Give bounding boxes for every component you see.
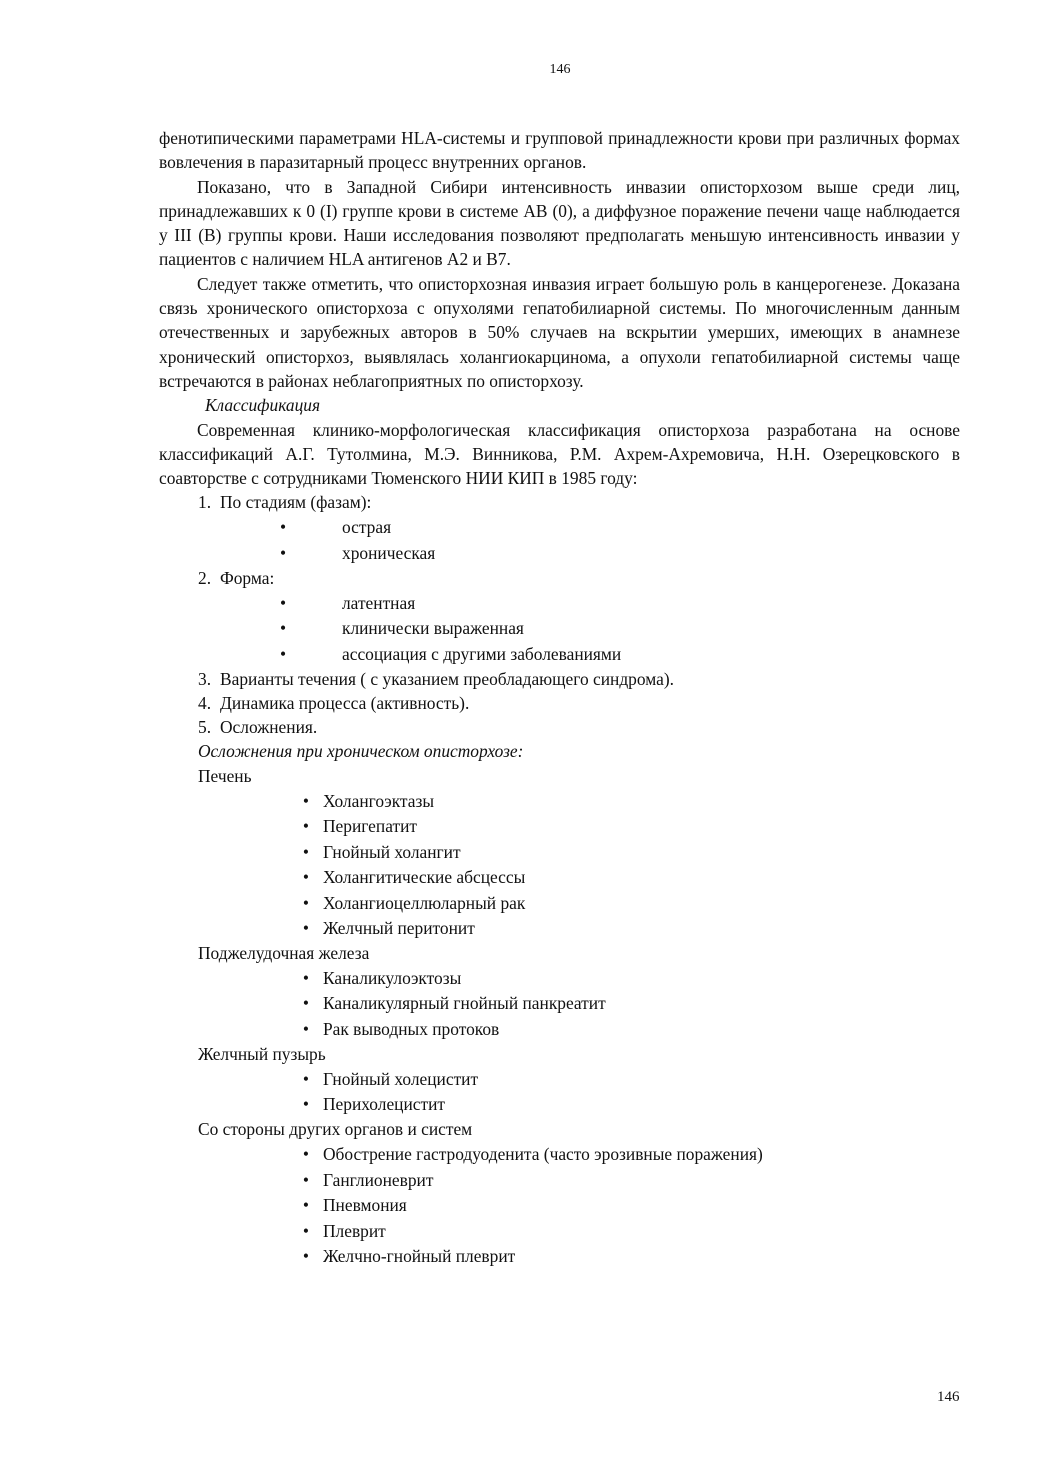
item-number: 5.	[198, 717, 212, 738]
list-item-text: Пневмония	[323, 1195, 407, 1216]
list-item	[159, 590, 960, 616]
item-label: Форма:	[220, 567, 275, 588]
group-title-gallbladder: Желчный пузырь	[198, 1043, 326, 1064]
list-item	[159, 1218, 960, 1244]
list-item	[159, 965, 960, 991]
list-item-text: Желчно-гнойный плеврит	[323, 1246, 516, 1267]
classification-item-3	[159, 667, 960, 691]
bullet-icon: •	[302, 1094, 309, 1115]
classification-item-4	[159, 691, 960, 715]
list-item-text: Ганглионеврит	[323, 1169, 434, 1190]
list-item-text: Холангиоцеллюларный рак	[323, 892, 526, 913]
list-item-text: острая	[342, 517, 392, 538]
list-item-text: Холангоэктазы	[323, 790, 435, 811]
list-item	[159, 515, 960, 541]
list-item	[159, 1016, 960, 1042]
bullet-icon: •	[302, 1144, 309, 1165]
item-number: 2.	[198, 567, 212, 588]
bullet-icon: •	[302, 1220, 309, 1241]
bullet-icon: •	[302, 816, 309, 837]
list-item-text: Перихолецистит	[323, 1094, 446, 1115]
paragraph: Современная клинико-морфологическая классификация описторхоза разработана на основе классификаций А.Г. Тутолмина, М.Э. Винникова, Р.М. Ахрем-Ахремовича, Н.Н. Озерецковского в соавторстве с сотрудниками Тюменского НИИ КИП в 1985 году:	[159, 419, 960, 489]
list-item-text: Рак выводных протоков	[323, 1018, 500, 1039]
list-item-text: латентная	[342, 592, 416, 613]
list-item	[159, 616, 960, 642]
item-label: По стадиям (фазам):	[220, 492, 372, 513]
list-item-text: Гнойный холецистит	[323, 1068, 479, 1089]
list-item	[159, 865, 960, 891]
bullet-icon: •	[280, 542, 287, 563]
bullet-icon: •	[280, 618, 287, 639]
bullet-icon: •	[280, 643, 287, 664]
paragraph: фенотипическими параметрами HLA-системы и групповой принадлежности крови при различных формах вовлечения в паразитарный процесс внутренних органов.	[159, 128, 960, 173]
list-item-text: Плеврит	[323, 1220, 386, 1241]
list-item	[159, 890, 960, 916]
bullet-icon: •	[302, 1018, 309, 1039]
group-title-other-organs: Со стороны других органов и систем	[198, 1119, 473, 1140]
list-item	[159, 814, 960, 840]
paragraph: Следует также отметить, что описторхозная инвазия играет большую роль в канцерогенезе. Доказана связь хронического описторхоза с опухолями гепатобилиарной системы. По многочисленным данным отечественных и зарубежных авторов в 50% случаев на вскрытии умерших, имеющих в анамнезе хронический описторхоз, выявлялась холангиокарцинома, а опухоли гепатобилиарной системы чаще встречаются в районах неблагоприятных по описторхозу.	[159, 273, 960, 391]
list-item-text: Каналикулоэктозы	[323, 967, 462, 988]
bullet-icon: •	[302, 867, 309, 888]
list-item	[159, 540, 960, 566]
classification-item-5	[159, 715, 960, 739]
list-item-text: хроническая	[342, 542, 436, 563]
section-heading-classification: Классификация	[205, 395, 321, 416]
list-item	[159, 1066, 960, 1092]
bullet-icon: •	[302, 841, 309, 862]
group-title-pancreas: Поджелудочная железа	[198, 943, 370, 964]
list-item-text: Холангитические абсцессы	[323, 867, 526, 888]
bullet-icon: •	[302, 1195, 309, 1216]
list-item	[159, 991, 960, 1017]
bullet-icon: •	[302, 892, 309, 913]
item-label: Варианты течения ( с указанием преобладающего синдрома).	[220, 668, 674, 689]
list-item	[159, 1243, 960, 1269]
paragraph: Показано, что в Западной Сибири интенсивность инвазии описторхозом выше среди лиц, принадлежавших к 0 (I) группе крови в системе AB (0), а диффузное поражение печени чаще наблюдается у III (B) группы крови. Наши исследования позволяют предполагать меньшую интенсивность инвазии у пациентов с наличием HLA антигенов A2 и B7.	[159, 176, 960, 270]
classification-item-2	[159, 566, 960, 590]
bullet-icon: •	[302, 993, 309, 1014]
page-number-top: 146	[549, 62, 571, 77]
bullet-icon: •	[302, 967, 309, 988]
item-number: 3.	[198, 668, 212, 689]
list-item	[159, 641, 960, 667]
list-item-text: клинически выраженная	[342, 618, 524, 639]
list-item-text: Перигепатит	[323, 816, 417, 837]
bullet-icon: •	[302, 790, 309, 811]
list-item-text: Желчный перитонит	[323, 918, 475, 939]
list-item	[159, 916, 960, 942]
bullet-icon: •	[280, 517, 287, 538]
bullet-icon: •	[302, 1246, 309, 1267]
bullet-icon: •	[302, 1169, 309, 1190]
list-item	[159, 1141, 960, 1167]
bullet-icon: •	[280, 592, 287, 613]
group-title-liver: Печень	[198, 765, 252, 786]
item-label: Осложнения.	[220, 717, 318, 738]
list-item	[159, 839, 960, 865]
classification-item-1	[159, 490, 960, 514]
item-number: 1.	[198, 492, 212, 513]
list-item	[159, 1092, 960, 1118]
list-item-text: ассоциация с другими заболеваниями	[342, 643, 622, 664]
item-label: Динамика процесса (активность).	[220, 692, 470, 713]
item-number: 4.	[198, 692, 212, 713]
list-item-text: Обострение гастродуоденита (часто эрозивные поражения)	[323, 1144, 763, 1165]
list-item	[159, 788, 960, 814]
bullet-icon: •	[302, 1068, 309, 1089]
complications-heading: Осложнения при хроническом описторхозе:	[198, 741, 524, 762]
page-content	[159, 126, 960, 1269]
list-item	[159, 1167, 960, 1193]
list-item-text: Каналикулярный гнойный панкреатит	[323, 993, 606, 1014]
list-item	[159, 1192, 960, 1218]
list-item-text: Гнойный холангит	[323, 841, 461, 862]
bullet-icon: •	[302, 918, 309, 939]
page-number-bottom: 146	[937, 1389, 960, 1405]
